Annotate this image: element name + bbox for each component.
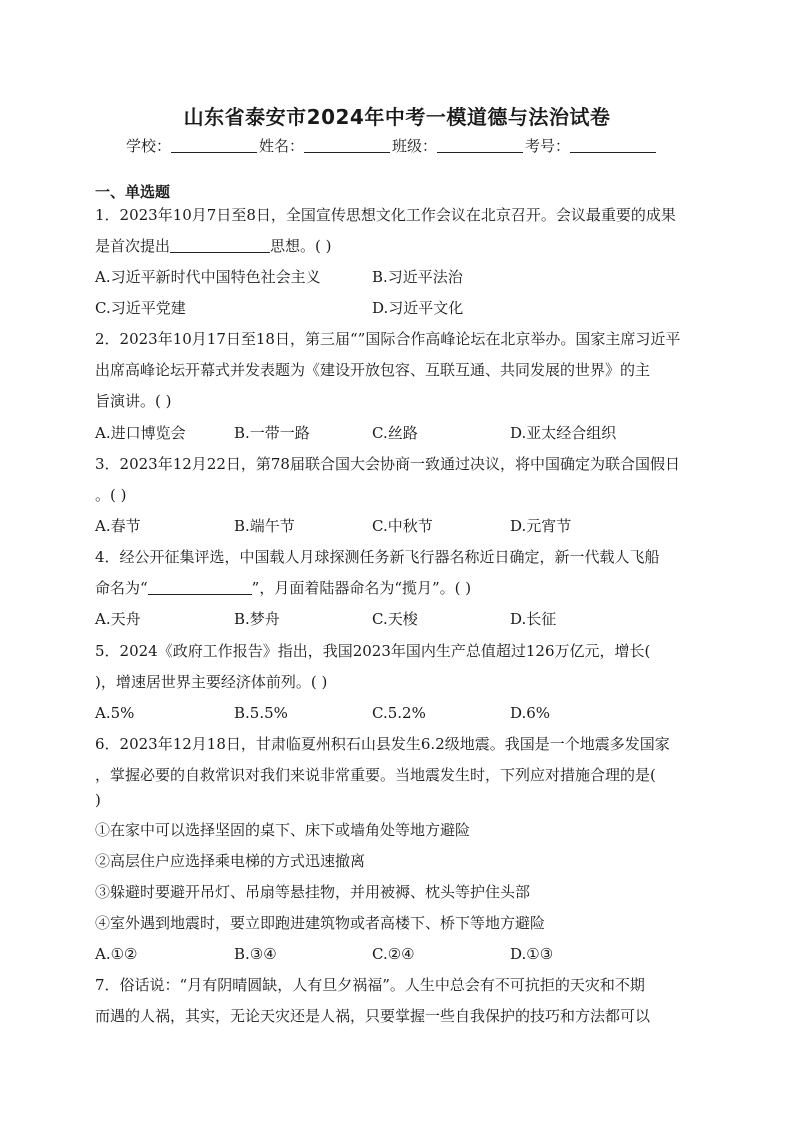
question-4-suffix: ”，月面着陆器命名为“揽月”。( ) xyxy=(251,579,472,597)
exam-title: 山东省泰安市2024年中考一模道德与法治试卷 xyxy=(183,105,611,129)
school-blank[interactable] xyxy=(171,138,257,153)
question-3-option-a[interactable]: A.春节 xyxy=(95,517,141,535)
exam-no-blank[interactable] xyxy=(570,138,656,153)
question-3-option-d[interactable]: D.元宵节 xyxy=(510,517,572,535)
question-1-line-1: 1．2023年10月7日至8日，全国宣传思想文化工作会议在北京召开。会议最重要的成果 xyxy=(95,206,676,224)
student-info-line xyxy=(126,135,686,156)
question-4-option-b[interactable]: B.梦舟 xyxy=(234,610,280,628)
question-6-statement-2: ②高层住户应选择乘电梯的方式迅速撤离 xyxy=(95,852,366,870)
question-5-option-c[interactable]: C.5.2% xyxy=(372,704,426,722)
question-5-option-b[interactable]: B.5.5% xyxy=(234,704,288,722)
question-2-option-d[interactable]: D.亚太经合组织 xyxy=(510,424,617,442)
question-6-line-3: ) xyxy=(95,791,101,809)
question-6-line-2: ，掌握必要的自救常识对我们来说非常重要。当地震发生时，下列应对措施合理的是( xyxy=(95,766,656,784)
question-6-option-b[interactable]: B.③④ xyxy=(234,945,277,963)
class-label: 班级： xyxy=(392,137,438,155)
question-4-option-a[interactable]: A.天舟 xyxy=(95,610,141,628)
class-blank[interactable] xyxy=(437,138,523,153)
question-3-option-b[interactable]: B.端午节 xyxy=(234,517,295,535)
question-4-prefix: 命名为“ xyxy=(95,579,148,597)
question-4-line-1: 4．经公开征集评选，中国载人月球探测任务新飞行器名称近日确定，新一代载人飞船 xyxy=(95,548,660,566)
question-1-option-d[interactable]: D.习近平文化 xyxy=(372,299,464,317)
question-2-option-b[interactable]: B.一带一路 xyxy=(234,424,310,442)
question-1-blank xyxy=(170,238,270,253)
question-6-option-c[interactable]: C.②④ xyxy=(372,945,415,963)
question-6-statement-3: ③躲避时要避开吊灯、吊扇等悬挂物，并用被褥、枕头等护住头部 xyxy=(95,883,531,901)
question-3-line-2: 。( ) xyxy=(95,486,127,504)
question-6-option-d[interactable]: D.①③ xyxy=(510,945,554,963)
question-1-option-c[interactable]: C.习近平党建 xyxy=(95,299,186,317)
question-4-line-2 xyxy=(95,578,705,598)
question-6-statement-1: ①在家中可以选择坚固的桌下、床下或墙角处等地方避险 xyxy=(95,821,471,839)
question-5-option-a[interactable]: A.5% xyxy=(95,704,135,722)
exam-no-label: 考号： xyxy=(525,137,571,155)
question-2-line-2: 出席高峰论坛开幕式并发表题为《建设开放包容、互联互通、共同发展的世界》的主 xyxy=(95,361,651,379)
question-5-option-d[interactable]: D.6% xyxy=(510,704,551,722)
name-blank[interactable] xyxy=(304,138,390,153)
question-4-option-d[interactable]: D.长征 xyxy=(510,610,557,628)
question-4-blank xyxy=(148,580,252,595)
question-6-statement-4: ④室外遇到地震时，要立即跑进建筑物或者高楼下、桥下等地方避险 xyxy=(95,914,546,932)
question-1-option-b[interactable]: B.习近平法治 xyxy=(372,268,463,286)
section-heading: 一、单选题 xyxy=(95,183,171,201)
question-5-line-1: 5．2024《政府工作报告》指出，我国2023年国内生产总值超过126万亿元，增长( xyxy=(95,642,651,660)
question-4-option-c[interactable]: C.天梭 xyxy=(372,610,418,628)
question-1-line-2 xyxy=(95,236,705,256)
question-7-line-1: 7．俗话说：“月有阴晴圆缺，人有旦夕祸福”。人生中总会有不可抗拒的天灾和不期 xyxy=(95,976,645,994)
question-7-line-2: 而遇的人祸，其实，无论天灾还是人祸，只要掌握一些自我保护的技巧和方法都可以 xyxy=(95,1007,651,1025)
question-5-line-2: )，增速居世界主要经济体前列。( ) xyxy=(95,673,328,691)
question-6-option-a[interactable]: A.①② xyxy=(95,945,138,963)
name-label: 姓名： xyxy=(259,137,305,155)
question-3-option-c[interactable]: C.中秋节 xyxy=(372,517,433,535)
school-label: 学校： xyxy=(126,137,172,155)
question-2-line-1: 2．2023年10月17日至18日，第三届“”国际合作高峰论坛在北京举办。国家主席习近平 xyxy=(95,330,681,348)
question-6-line-1: 6．2023年12月18日，甘肃临夏州积石山县发生6.2级地震。我国是一个地震多发国家 xyxy=(95,735,670,753)
question-1-prefix: 是首次提出 xyxy=(95,237,171,255)
question-2-option-a[interactable]: A.进口博览会 xyxy=(95,424,186,442)
question-2-line-3: 旨演讲。( ) xyxy=(95,392,172,410)
question-1-option-a[interactable]: A.习近平新时代中国特色社会主义 xyxy=(95,268,321,286)
question-3-line-1: 3．2023年12月22日，第78届联合国大会协商一致通过决议，将中国确定为联合国假日 xyxy=(95,455,680,473)
question-2-option-c[interactable]: C.丝路 xyxy=(372,424,418,442)
question-1-suffix: 思想。( ) xyxy=(270,237,332,255)
